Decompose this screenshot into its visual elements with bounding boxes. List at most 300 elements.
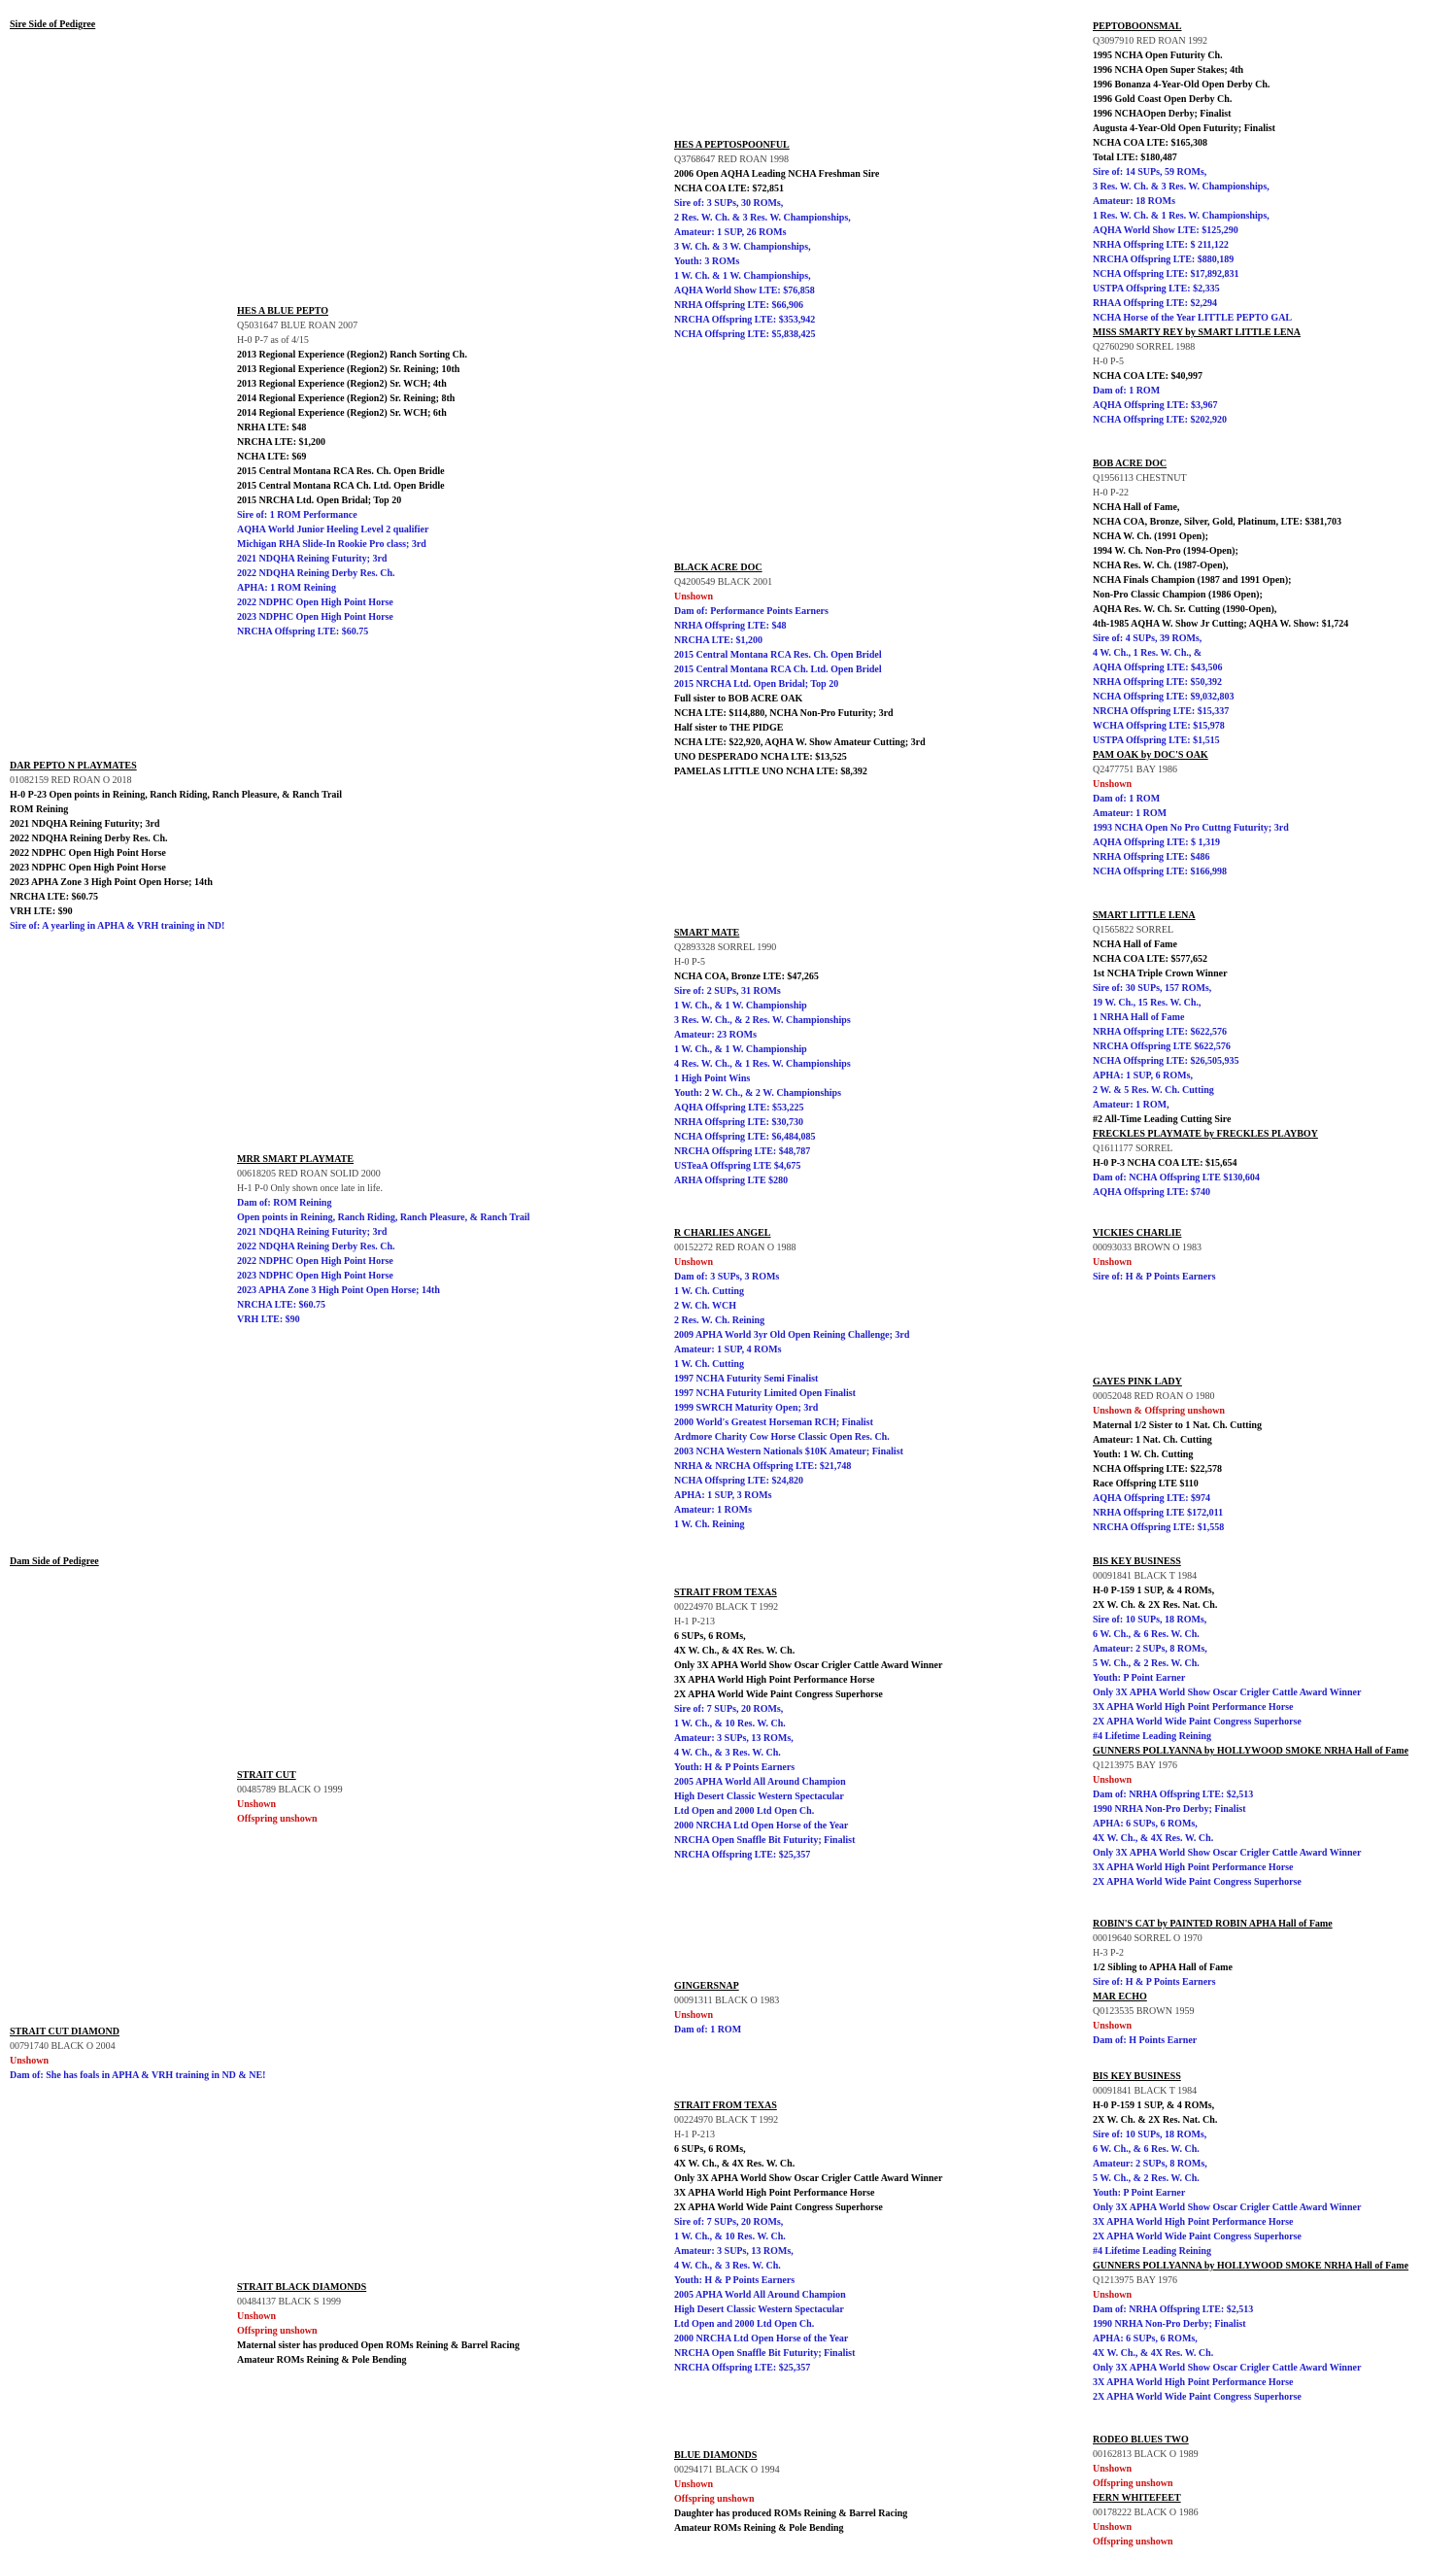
offspring-record: 2022 NDPHC Open High Point Horse [237,597,393,608]
registration-info: Q2477751 BAY 1986 [1093,765,1178,775]
offspring-record: 2022 NDQHA Reining Derby Res. Ch. [237,568,395,579]
record-line: 2015 Central Montana RCA Ch. Ltd. Open Bridle [237,481,445,492]
registration-info: Q1565822 SORREL [1093,925,1174,936]
offspring-record: NRHA Offspring LTE $172,011 [1093,1508,1224,1519]
sire-side-heading: Sire Side of Pedigree [10,19,96,30]
horse-entry [674,138,879,342]
registration-info: Q4200549 BLACK 2001 [674,577,773,588]
offspring-record: Youth: P Point Earner [1093,1673,1186,1684]
status-note: Unshown [1093,1775,1133,1786]
offspring-record: NRHA & NRCHA Offspring LTE: $21,748 [674,1461,852,1472]
offspring-record: 6 W. Ch., & 6 Res. W. Ch. [1093,1629,1200,1640]
record-line: VRH LTE: $90 [10,906,73,917]
record-line: 1995 NCHA Open Futurity Ch. [1093,51,1223,61]
offspring-record: NRHA Offspring LTE: $ 211,122 [1093,240,1229,251]
record-line: AQHA Res. W. Ch. Sr. Cutting (1990-Open), [1093,604,1277,615]
offspring-record: ARHA Offspring LTE $280 [674,1176,789,1186]
offspring-record: Only 3X APHA World Show Oscar Crigler Cattle Award Winner [1093,1688,1362,1698]
horse-name: BLACK ACRE DOC [674,563,762,573]
horse-entry [674,1586,942,1862]
record-line: 2022 NDQHA Reining Derby Res. Ch. [10,834,168,844]
offspring-record: NCHA Offspring LTE: $202,920 [1093,415,1227,426]
horse-name: HES A PEPTOSPOONFUL [674,140,790,151]
record-line: 3X APHA World High Point Performance Horse [674,2188,875,2199]
horse-name: STRAIT FROM TEXAS [674,2100,777,2111]
offspring-record: Sire of: 7 SUPs, 20 ROMs, [674,1704,784,1715]
offspring-record: Dam of: ROM Reining [237,1198,332,1209]
record-line: NCHA LTE: $114,880, NCHA Non-Pro Futurity; 3rd [674,708,894,719]
record-line: NCHA COA LTE: $577,652 [1093,954,1207,965]
horse-entry [1093,457,1348,879]
offspring-record: Only 3X APHA World Show Oscar Crigler Cattle Award Winner [1093,2363,1362,2373]
record-line: H-0 P-23 Open points in Reining, Ranch Riding, Ranch Pleasure, & Ranch Trail [10,790,342,801]
record-line: NCHA COA LTE: $165,308 [1093,138,1207,149]
registration-info: H-0 P-22 [1093,488,1129,498]
offspring-record: Youth: 2 W. Ch., & 2 W. Championships [674,1088,842,1099]
offspring-record: USTeaA Offspring LTE $4,675 [674,1161,801,1172]
horse-name: MRR SMART PLAYMATE [237,1154,355,1165]
registration-info: Q3097910 RED ROAN 1992 [1093,36,1208,47]
registration-info: Q1213975 BAY 1976 [1093,2275,1178,2286]
offspring-record: NCHA Offspring LTE: $17,892,831 [1093,269,1239,280]
horse-entry [10,759,342,934]
offspring-record: 3 Res. W. Ch. & 3 Res. W. Championships, [1093,182,1270,192]
offspring-record: NRHA Offspring LTE: $48 [674,621,787,631]
offspring-record: 2X APHA World Wide Paint Congress Superhorse [1093,1877,1302,1888]
offspring-record: 2023 APHA Zone 3 High Point Open Horse; 14th [237,1285,440,1296]
status-note: Unshown [1093,2021,1133,2031]
record-line: Youth: 1 W. Ch. Cutting [1093,1450,1194,1460]
offspring-record: 1999 SWRCH Maturity Open; 3rd [674,1403,819,1414]
registration-info: Q0123535 BROWN 1959 [1093,2006,1195,2017]
horse-name: BLUE DIAMONDS [674,2450,758,2461]
offspring-record: AQHA World Show LTE: $125,290 [1093,225,1238,236]
registration-info: 00152272 RED ROAN O 1988 [674,1243,796,1253]
offspring-record: Amateur: 1 ROM, [1093,1100,1169,1110]
record-line: 1996 NCHA Open Super Stakes; 4th [1093,65,1244,76]
offspring-record: 3 Res. W. Ch., & 2 Res. W. Championships [674,1015,851,1026]
status-note: Unshown [674,592,714,602]
offspring-record: 2X APHA World Wide Paint Congress Superhorse [1093,2392,1302,2403]
offspring-record: Sire of: 4 SUPs, 39 ROMs, [1093,633,1202,644]
registration-info: 00618205 RED ROAN SOLID 2000 [237,1169,381,1179]
offspring-record: NRCHA LTE: $60.75 [237,1300,326,1311]
record-line: 1996 Gold Coast Open Derby Ch. [1093,94,1233,105]
horse-name: HES A BLUE PEPTO [237,306,329,317]
offspring-record: Open points in Reining, Ranch Riding, Ranch Pleasure, & Ranch Trail [237,1212,530,1223]
record-line: NCHA COA LTE: $40,997 [1093,371,1202,382]
offspring-record: NRCHA Offspring LTE: $25,357 [674,1850,811,1860]
offspring-record: 2021 NDQHA Reining Futurity; 3rd [237,1227,388,1238]
record-line: H-0 P-159 1 SUP, & 4 ROMs, [1093,2100,1215,2111]
offspring-record: NRHA Offspring LTE: $622,576 [1093,1027,1227,1038]
offspring-record: NRCHA Offspring LTE: $60.75 [237,627,369,637]
horse-entry [1093,1375,1262,1535]
record-line: 1996 Bonanza 4-Year-Old Open Derby Ch. [1093,80,1270,90]
offspring-record: High Desert Classic Western Spectacular [674,1792,844,1802]
offspring-record: 2 W. Ch. WCH [674,1301,737,1312]
registration-info: H-1 P-213 [674,2130,715,2140]
record-line: PAMELAS LITTLE UNO NCHA LTE: $8,392 [674,767,867,777]
offspring-record: 1997 NCHA Futurity Semi Finalist [674,1374,819,1384]
record-line: 2014 Regional Experience (Region2) Sr. WCH; 6th [237,408,447,419]
offspring-record: Youth: 3 ROMs [674,256,740,267]
offspring-record: 1 W. Ch. Cutting [674,1359,744,1370]
offspring-record: Amateur: 2 SUPs, 8 ROMs, [1093,2159,1207,2169]
offspring-record: NCHA Offspring LTE: $166,998 [1093,867,1227,877]
offspring-record: 2015 Central Montana RCA Ch. Ltd. Open Bridel [674,665,882,675]
offspring-record: 19 W. Ch., 15 Res. W. Ch., [1093,998,1202,1008]
record-line: 2013 Regional Experience (Region2) Sr. WCH; 4th [237,379,447,390]
offspring-record: Sire of: 7 SUPs, 20 ROMs, [674,2217,784,2228]
record-line: Augusta 4-Year-Old Open Futurity; Finalist [1093,123,1275,134]
offspring-record: APHA: 6 SUPs, 6 ROMs, [1093,1819,1198,1829]
horse-name: FRECKLES PLAYMATE by FRECKLES PLAYBOY [1093,1129,1318,1140]
offspring-record: NCHA Offspring LTE: $9,032,803 [1093,692,1235,702]
offspring-record: 1 W. Ch., & 10 Res. W. Ch. [674,1719,786,1729]
record-line: Maternal sister has produced Open ROMs Reining & Barrel Racing [237,2340,520,2351]
offspring-record: USTPA Offspring LTE: $2,335 [1093,284,1220,294]
offspring-record: High Desert Classic Western Spectacular [674,2304,844,2315]
offspring-record: USTPA Offspring LTE: $1,515 [1093,735,1220,746]
horse-name: DAR PEPTO N PLAYMATES [10,761,137,771]
offspring-record: APHA: 1 ROM Reining [237,583,336,594]
offspring-record: 5 W. Ch., & 2 Res. W. Ch. [1093,2173,1200,2184]
offspring-record: 4 W. Ch., 1 Res. W. Ch., & [1093,648,1202,659]
horse-entry [674,1226,909,1532]
offspring-record: 2005 APHA World All Around Champion [674,1777,846,1788]
offspring-record: Amateur: 23 ROMs [674,1030,757,1041]
offspring-record: 4X W. Ch., & 4X Res. W. Ch. [1093,2348,1214,2359]
offspring-record: NCHA Horse of the Year LITTLE PEPTO GAL [1093,313,1293,324]
record-line: NCHA COA, Bronze LTE: $47,265 [674,972,819,982]
registration-info: 00091841 BLACK T 1984 [1093,1571,1198,1582]
status-note: Unshown [237,1799,277,1810]
offspring-record: Dam of: NRHA Offspring LTE: $2,513 [1093,2304,1254,2315]
status-note: Offspring unshown [1093,2478,1173,2489]
offspring-record: Sire of: 10 SUPs, 18 ROMs, [1093,1615,1207,1625]
record-line: Amateur ROMs Reining & Pole Bending [237,2355,407,2366]
status-note: Unshown [237,2311,277,2322]
offspring-record: Amateur: 3 SUPs, 13 ROMs, [674,2246,794,2257]
offspring-record: 4X W. Ch., & 4X Res. W. Ch. [1093,1833,1214,1844]
status-note: Unshown [1093,2290,1133,2301]
horse-name: BOB ACRE DOC [1093,459,1168,469]
dam-side-heading [10,1554,99,1569]
offspring-record: Amateur: 1 ROMs [674,1505,752,1516]
record-line: Race Offspring LTE $110 [1093,1479,1199,1489]
offspring-record: Only 3X APHA World Show Oscar Crigler Cattle Award Winner [1093,1848,1362,1859]
horse-name: MAR ECHO [1093,1992,1147,2002]
offspring-record: VRH LTE: $90 [237,1314,300,1325]
horse-name: GAYES PINK LADY [1093,1377,1182,1387]
registration-info: Q2760290 SORREL 1988 [1093,342,1196,353]
record-line: Half sister to THE PIDGE [674,723,784,734]
offspring-record: 1 W. Ch., & 1 W. Championship [674,1001,807,1011]
record-line: 2X W. Ch. & 2X Res. Nat. Ch. [1093,2115,1218,2126]
record-line: Only 3X APHA World Show Oscar Crigler Cattle Award Winner [674,1660,943,1671]
offspring-record: 3X APHA World High Point Performance Horse [1093,1862,1294,1873]
offspring-record: 2000 NRCHA Ltd Open Horse of the Year [674,1821,849,1831]
record-line: NCHA W. Ch. (1991 Open); [1093,531,1208,542]
status-note: Unshown [1093,2522,1133,2533]
registration-info: 01082159 RED ROAN O 2018 [10,775,132,786]
offspring-record: 4 Res. W. Ch., & 1 Res. W. Championships [674,1059,851,1070]
offspring-record: 3X APHA World High Point Performance Horse [1093,1702,1294,1713]
offspring-record: Dam of: 1 ROM [674,2025,742,2035]
horse-name: VICKIES CHARLIE [1093,1228,1182,1239]
horse-name: GUNNERS POLLYANNA by HOLLYWOOD SMOKE NRHA Hall of Fame [1093,2261,1409,2271]
horse-name: PAM OAK by DOC'S OAK [1093,750,1208,761]
registration-info: 00093033 BROWN O 1983 [1093,1243,1202,1253]
offspring-record: Youth: P Point Earner [1093,2188,1186,2199]
horse-entry [10,2025,265,2083]
offspring-record: 2X APHA World Wide Paint Congress Superhorse [1093,1717,1302,1727]
registration-info: H-0 P-5 [1093,357,1124,367]
offspring-record: 1 W. Ch., & 1 W. Championship [674,1044,807,1055]
record-line: NRHA LTE: $48 [237,423,307,433]
offspring-record: 2023 NDPHC Open High Point Horse [237,612,393,623]
offspring-record: Amateur: 2 SUPs, 8 ROMs, [1093,1644,1207,1655]
horse-name: MISS SMARTY REY by SMART LITTLE LENA [1093,327,1301,338]
registration-info: Q1213975 BAY 1976 [1093,1760,1178,1771]
record-line: Amateur: 1 Nat. Ch. Cutting [1093,1435,1212,1446]
record-line: 6 SUPs, 6 ROMs, [674,2144,746,2155]
offspring-record: Dam of: 1 ROM [1093,386,1161,396]
registration-info: H-0 P-7 as of 4/15 [237,335,309,346]
offspring-record: AQHA Offspring LTE: $ 1,319 [1093,837,1221,848]
record-line: NCHA Hall of Fame [1093,939,1177,950]
offspring-record: NRHA Offspring LTE: $486 [1093,852,1210,863]
offspring-record: 1993 NCHA Open No Pro Cuttng Futurity; 3rd [1093,823,1289,834]
record-line: NCHA Hall of Fame, [1093,502,1180,513]
status-note: Unshown [1093,779,1133,790]
record-line: NCHA LTE: $22,920, AQHA W. Show Amateur Cutting; 3rd [674,737,926,748]
record-line: 2014 Regional Experience (Region2) Sr. Reining; 8th [237,393,456,404]
section-heading: Dam Side of Pedigree [10,1556,99,1567]
registration-info: Q2893328 SORREL 1990 [674,942,777,953]
offspring-record: Amateur: 18 ROMs [1093,196,1175,207]
registration-info: Q5031647 BLUE ROAN 2007 [237,321,358,331]
registration-info: 00019640 SORREL O 1970 [1093,1933,1202,1944]
horse-entry [1093,1554,1408,1890]
offspring-record: AQHA Offspring LTE: $3,967 [1093,400,1218,411]
offspring-record: AQHA Offspring LTE: $740 [1093,1187,1211,1198]
horse-entry [237,2280,520,2368]
record-line: NRCHA LTE: $60.75 [10,892,99,903]
horse-entry [1093,19,1301,427]
offspring-record: 2005 APHA World All Around Champion [674,2290,846,2301]
offspring-record: APHA: 1 SUP, 3 ROMs [674,1490,772,1501]
registration-info: 00484137 BLACK S 1999 [237,2297,341,2307]
registration-info: H-0 P-5 [674,957,705,968]
horse-entry [674,1979,779,2037]
record-line: Daughter has produced ROMs Reining & Barrel Racing [674,2509,908,2519]
offspring-record: AQHA World Show LTE: $76,858 [674,286,815,296]
record-line: Only 3X APHA World Show Oscar Crigler Cattle Award Winner [674,2173,943,2184]
record-line: 2013 Regional Experience (Region2) Ranch Sorting Ch. [237,350,467,360]
horse-entry [237,1768,343,1826]
offspring-record: 2021 NDQHA Reining Futurity; 3rd [237,554,388,564]
offspring-record: Dam of: NRHA Offspring LTE: $2,513 [1093,1790,1254,1800]
offspring-record: 1 High Point Wins [674,1074,751,1084]
record-line: Total LTE: $180,487 [1093,153,1177,163]
record-line: 2015 NRCHA Ltd. Open Bridal; Top 20 [237,495,402,506]
horse-entry [1093,2433,1199,2549]
offspring-record: 2000 World's Greatest Horseman RCH; Finalist [674,1417,873,1428]
record-line: 2022 NDPHC Open High Point Horse [10,848,166,859]
record-line: 3X APHA World High Point Performance Horse [674,1675,875,1686]
status-note: Offspring unshown [237,2326,318,2337]
record-line: Non-Pro Classic Champion (1986 Open); [1093,590,1263,600]
record-line: NCHA Finals Champion (1987 and 1991 Open); [1093,575,1292,586]
registration-info: Q1611177 SORREL [1093,1143,1173,1154]
offspring-record: NRHA Offspring LTE: $30,730 [674,1117,803,1128]
horse-entry [237,304,467,639]
record-line: 2015 Central Montana RCA Res. Ch. Open Bridle [237,466,445,477]
status-note: Unshown [1093,1257,1133,1268]
offspring-record: 2009 APHA World 3yr Old Open Reining Challenge; 3rd [674,1330,910,1341]
offspring-record: Sire of: A yearling in APHA & VRH training in ND! [10,921,225,932]
offspring-record: Ardmore Charity Cow Horse Classic Open Res. Ch. [674,1432,890,1443]
offspring-record: NCHA Offspring LTE: $26,505,935 [1093,1056,1239,1067]
offspring-record: #4 Lifetime Leading Reining [1093,1731,1211,1742]
horse-name: GUNNERS POLLYANNA by HOLLYWOOD SMOKE NRHA Hall of Fame [1093,1746,1409,1757]
horse-name: ROBIN'S CAT by PAINTED ROBIN APHA Hall of Fame [1093,1919,1333,1929]
record-line: NCHA COA LTE: $72,851 [674,184,784,194]
offspring-record: NRCHA Offspring LTE: $25,357 [674,2363,811,2373]
offspring-record: Dam of: NCHA Offspring LTE $130,604 [1093,1173,1260,1183]
offspring-record: Dam of: H Points Earner [1093,2035,1198,2046]
offspring-record: NRCHA Open Snaffle Bit Futurity; Finalist [674,2348,856,2359]
horse-name: STRAIT CUT DIAMOND [10,2027,119,2037]
record-line: 4th-1985 AQHA W. Show Jr Cutting; AQHA W. Show: $1,724 [1093,619,1349,630]
horse-name: STRAIT CUT [237,1770,296,1781]
record-line: 1994 W. Ch. Non-Pro (1994-Open); [1093,546,1238,557]
horse-name: GINGERSNAP [674,1981,739,1992]
horse-entry [1093,1226,1215,1284]
record-line: Full sister to BOB ACRE OAK [674,694,803,704]
offspring-record: Sire of: 3 SUPs, 30 ROMs, [674,198,784,209]
status-note: Unshown [1093,2464,1133,2475]
record-line: 1/2 Sibling to APHA Hall of Fame [1093,1963,1233,1973]
offspring-record: NRCHA Offspring LTE: $353,942 [674,315,816,325]
offspring-record: NRHA Offspring LTE: $50,392 [1093,677,1222,688]
offspring-record: WCHA Offspring LTE: $15,978 [1093,721,1225,732]
offspring-record: 1990 NRHA Non-Pro Derby; Finalist [1093,2319,1246,2330]
offspring-record: 1 W. Ch., & 10 Res. W. Ch. [674,2232,786,2242]
offspring-record: 1 NRHA Hall of Fame [1093,1012,1185,1023]
offspring-record: 5 W. Ch., & 2 Res. W. Ch. [1093,1658,1200,1669]
horse-entry [674,926,851,1188]
offspring-record: AQHA Offspring LTE: $43,506 [1093,663,1223,673]
status-note: Offspring unshown [1093,2537,1173,2547]
record-line: 4X W. Ch., & 4X Res. W. Ch. [674,2159,796,2169]
offspring-record: Youth: H & P Points Earners [674,1762,796,1773]
offspring-record: 3 W. Ch. & 3 W. Championships, [674,242,811,253]
offspring-record: Ltd Open and 2000 Ltd Open Ch. [674,2319,815,2330]
record-line: #2 All-Time Leading Cutting Sire [1093,1114,1232,1125]
record-line: H-0 P-159 1 SUP, & 4 ROMs, [1093,1586,1215,1596]
record-line: NRCHA LTE: $1,200 [237,437,326,448]
registration-info: 00485789 BLACK O 1999 [237,1785,343,1795]
offspring-record: NRCHA Offspring LTE: $15,337 [1093,706,1230,717]
offspring-record: 2015 Central Montana RCA Res. Ch. Open Bridel [674,650,882,661]
status-note: Offspring unshown [237,1814,318,1825]
status-note: Unshown & Offspring unshown [1093,1406,1225,1417]
record-line: 2023 NDPHC Open High Point Horse [10,863,166,873]
registration-info: H-1 P-0 Only shown once late in life. [237,1183,383,1194]
offspring-record: Dam of: She has foals in APHA & VRH training in ND & NE! [10,2070,266,2081]
registration-info: 00791740 BLACK O 2004 [10,2041,116,2052]
status-note: Unshown [674,2010,714,2021]
record-line: 2X APHA World Wide Paint Congress Superhorse [674,1690,883,1700]
offspring-record: 2015 NRCHA Ltd. Open Bridal; Top 20 [674,679,839,690]
offspring-record: 4 W. Ch., & 3 Res. W. Ch. [674,2261,781,2271]
offspring-record: NRCHA Open Snaffle Bit Futurity; Finalist [674,1835,856,1846]
offspring-record: 6 W. Ch., & 6 Res. W. Ch. [1093,2144,1200,2155]
record-line: Amateur ROMs Reining & Pole Bending [674,2523,844,2534]
record-line: NCHA Offspring LTE: $22,578 [1093,1464,1222,1475]
record-line: 2X W. Ch. & 2X Res. Nat. Ch. [1093,1600,1218,1611]
registration-info: 00178222 BLACK O 1986 [1093,2508,1199,2518]
record-line: 6 SUPs, 6 ROMs, [674,1631,746,1642]
horse-name: R CHARLIES ANGEL [674,1228,771,1239]
offspring-record: Amateur: 3 SUPs, 13 ROMs, [674,1733,794,1744]
offspring-record: 2 Res. W. Ch. & 3 Res. W. Championships, [674,213,851,223]
offspring-record: 1 W. Ch. Reining [674,1519,745,1530]
registration-info: 00294171 BLACK O 1994 [674,2465,780,2475]
record-line: ROM Reining [10,804,69,815]
record-line: 2013 Regional Experience (Region2) Sr. Reining; 10th [237,364,460,375]
horse-name: STRAIT FROM TEXAS [674,1587,777,1598]
offspring-record: Sire of: 14 SUPs, 59 ROMs, [1093,167,1207,178]
offspring-record: NCHA Offspring LTE: $6,484,085 [674,1132,816,1143]
offspring-record: Youth: H & P Points Earners [674,2275,796,2286]
offspring-record: Dam of: 1 ROM [1093,794,1161,804]
offspring-record: 3X APHA World High Point Performance Horse [1093,2377,1294,2388]
horse-entry [237,1152,529,1327]
offspring-record: 1990 NRHA Non-Pro Derby; Finalist [1093,1804,1246,1815]
offspring-record: Dam of: 3 SUPs, 3 ROMs [674,1272,780,1282]
record-line: NCHA Res. W. Ch. (1987-Open), [1093,561,1229,571]
record-line: 1st NCHA Triple Crown Winner [1093,969,1228,979]
offspring-record: Sire of: H & P Points Earners [1093,1272,1216,1282]
horse-name: RODEO BLUES TWO [1093,2435,1189,2445]
record-line: Maternal 1/2 Sister to 1 Nat. Ch. Cutting [1093,1420,1262,1431]
offspring-record: 4 W. Ch., & 3 Res. W. Ch. [674,1748,781,1758]
horse-entry [674,2448,907,2536]
offspring-record: AQHA Offspring LTE: $53,225 [674,1103,804,1113]
record-line: 2006 Open AQHA Leading NCHA Freshman Sire [674,169,880,180]
record-line: 2021 NDQHA Reining Futurity; 3rd [10,819,160,830]
offspring-record: 1997 NCHA Futurity Limited Open Finalist [674,1388,856,1399]
status-note: Offspring unshown [674,2494,755,2505]
record-line: 4X W. Ch., & 4X Res. W. Ch. [674,1646,796,1656]
horse-name: PEPTOBOONSMAL [1093,21,1182,32]
registration-info: 00224970 BLACK T 1992 [674,2115,779,2126]
registration-info: 00091311 BLACK O 1983 [674,1996,780,2006]
offspring-record: RHAA Offspring LTE: $2,294 [1093,298,1217,309]
record-line: 2023 APHA Zone 3 High Point Open Horse; 14th [10,877,213,888]
record-line: 1996 NCHAOpen Derby; Finalist [1093,109,1232,119]
offspring-record: 1 W. Ch. & 1 W. Championships, [674,271,811,282]
offspring-record: Only 3X APHA World Show Oscar Crigler Cattle Award Winner [1093,2202,1362,2213]
offspring-record: Sire of: H & P Points Earners [1093,1977,1216,1988]
registration-info: H-3 P-2 [1093,1948,1124,1959]
offspring-record: 2003 NCHA Western Nationals $10K Amateur; Finalist [674,1447,903,1457]
offspring-record: Sire of: 1 ROM Performance [237,510,357,521]
